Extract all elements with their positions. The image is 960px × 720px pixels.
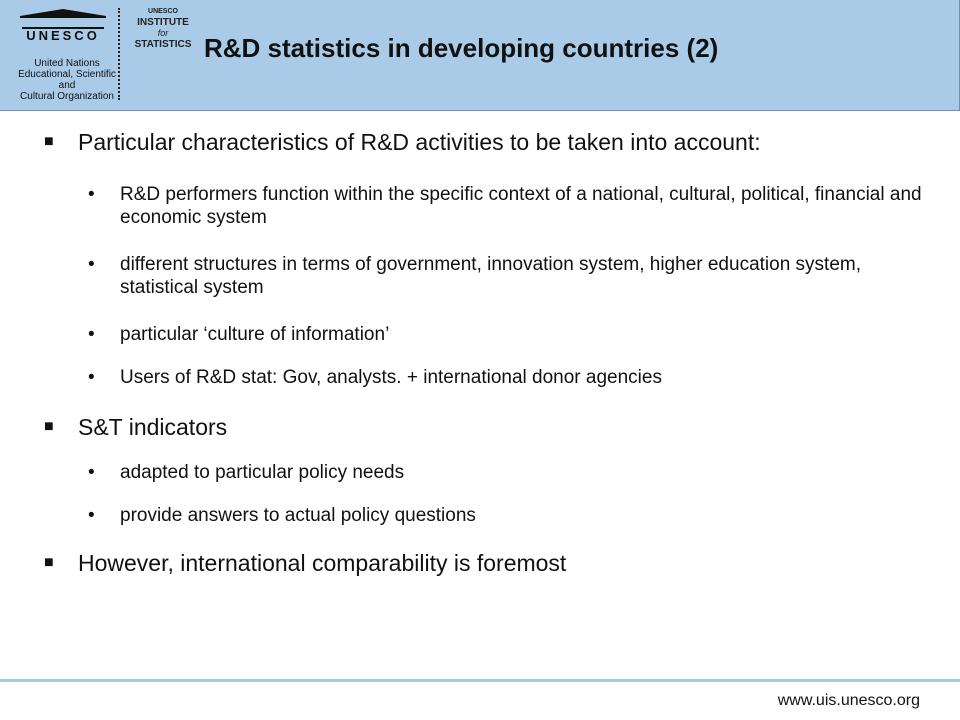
org-name xyxy=(12,58,122,102)
sub-bullet-item xyxy=(44,461,924,484)
institute-line: for xyxy=(157,28,169,38)
dot-bullet-icon: • xyxy=(88,254,95,275)
square-bullet-icon: ■ xyxy=(44,418,54,435)
sub-bullet-item xyxy=(44,323,924,346)
sub-bullet-item xyxy=(44,504,924,527)
dotted-divider xyxy=(118,8,120,100)
institute-logo xyxy=(128,6,198,50)
bullet-text: S&T indicators xyxy=(78,414,228,440)
dot-bullet-icon: • xyxy=(88,462,95,483)
footer-url: www.uis.unesco.org xyxy=(777,692,920,709)
bullet-item xyxy=(44,413,924,441)
sub-bullet-text: different structures in terms of government, innovation system, higher education system, statistical system xyxy=(120,254,861,298)
bullet-text: However, international comparability is foremost xyxy=(78,550,567,576)
dot-bullet-icon: • xyxy=(88,367,95,388)
institute-line: STATISTICS xyxy=(134,39,192,50)
dot-bullet-icon: • xyxy=(88,324,95,345)
slide-title: R&D statistics in developing countries (2) xyxy=(204,33,719,63)
institute-line: INSTITUTE xyxy=(137,17,189,28)
dot-bullet-icon: • xyxy=(88,505,95,526)
temple-icon xyxy=(16,8,110,30)
org-line: Cultural Organization xyxy=(20,91,114,102)
institute-line: UNESCO xyxy=(148,8,178,15)
sub-bullet-text: particular ‘culture of information’ xyxy=(120,324,390,345)
sub-bullet-text: adapted to particular policy needs xyxy=(120,462,405,483)
unesco-logo xyxy=(6,6,118,104)
bullet-item xyxy=(44,128,924,156)
slide-content xyxy=(44,128,924,577)
org-line: Educational, Scientific and xyxy=(18,69,116,91)
dot-bullet-icon: • xyxy=(88,184,95,205)
sub-bullet-item xyxy=(44,183,924,229)
logo-word: UNESCO xyxy=(26,28,100,43)
footer-divider xyxy=(0,679,960,682)
sub-bullet-text: Users of R&D stat: Gov, analysts. + international donor agencies xyxy=(120,367,662,388)
org-line: United Nations xyxy=(34,58,100,69)
sub-bullet-item xyxy=(44,366,924,389)
slide-header xyxy=(0,0,960,111)
square-bullet-icon: ■ xyxy=(44,133,54,150)
sub-bullet-text: provide answers to actual policy questions xyxy=(120,505,476,526)
bullet-item xyxy=(44,549,924,577)
sub-bullet-text: R&D performers function within the specific context of a national, cultural, political, financial and economic system xyxy=(120,184,922,228)
bullet-text: Particular characteristics of R&D activities to be taken into account: xyxy=(78,129,761,155)
sub-bullet-item xyxy=(44,253,924,299)
square-bullet-icon: ■ xyxy=(44,554,54,571)
